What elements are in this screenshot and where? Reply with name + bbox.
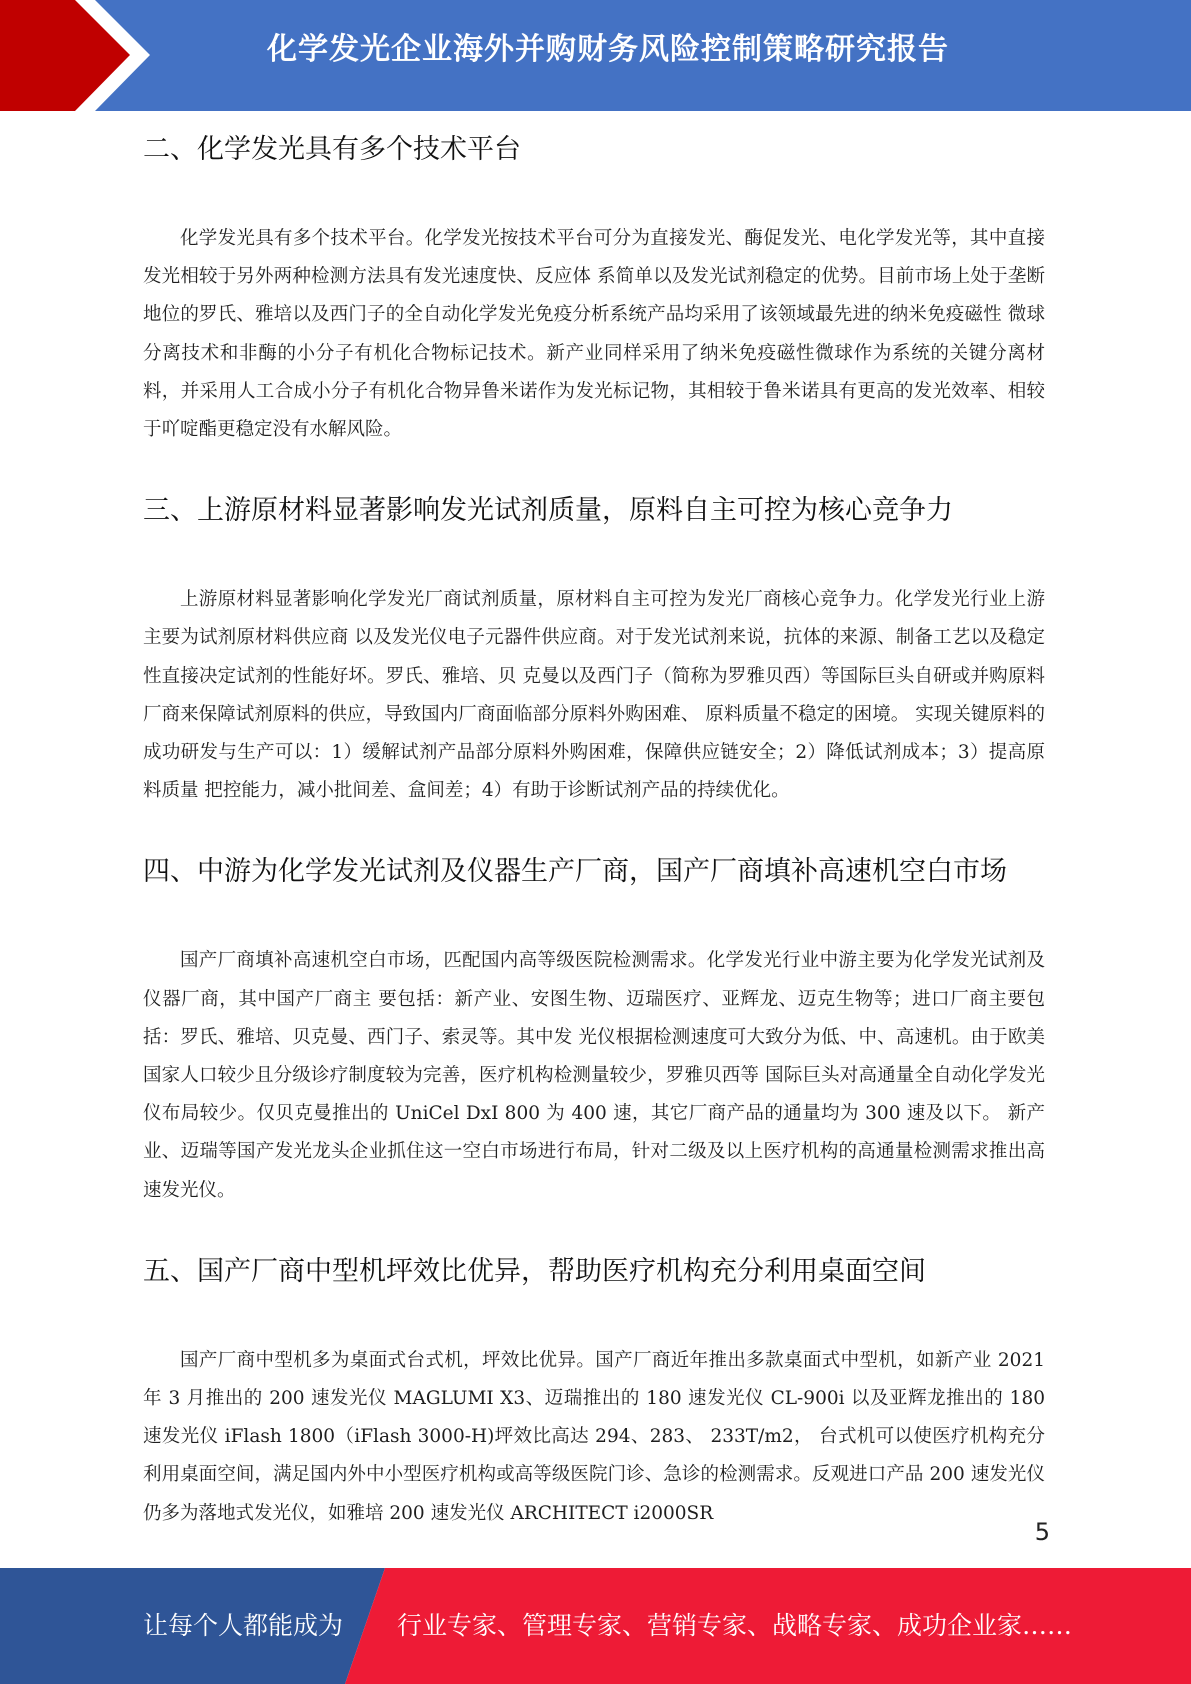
footer-slogan-left: 让每个人都能成为 — [143, 1611, 344, 1640]
section-paragraph: 化学发光具有多个技术平台。化学发光按技术平台可分为直接发光、酶促发光、电化学发光等，其中直接发光相较于另外两种检测方法具有发光速度快、反应体 系简单以及发光试剂稳定的优势。目前市场上处于垄断地位的罗氏、雅培以及西门子的全自动化学发光免疫分析系统产品均采用了该领域最先进的纳米免疫磁性 微球分离技术和非酶的小分子有机化合物标记技术。新产业同样采用了纳米免疫磁性微球作为系统的关键分离材料，并采用人工合成小分子有机化合物异鲁米诺作为发光标记物，其相较于鲁米诺具有更高的发光效率、相较于吖啶酯更稳定没有水解风险。 — [143, 228, 1045, 441]
page-content — [143, 120, 1045, 1565]
section-heading: 二、化学发光具有多个技术平台 — [143, 134, 521, 165]
footer-slogan-right: 行业专家、管理专家、营销专家、战略专家、成功企业家…… — [397, 1611, 1073, 1640]
page-number: 5 — [1034, 1518, 1050, 1546]
footer-banner — [0, 1568, 1191, 1684]
header-banner — [0, 0, 1191, 111]
section-5 — [143, 1242, 1045, 1533]
section-2 — [143, 120, 1045, 449]
section-4 — [143, 842, 1045, 1209]
document-title: 化学发光企业海外并购财务风险控制策略研究报告 — [267, 32, 949, 67]
section-heading: 三、上游原材料显著影响发光试剂质量，原料自主可控为核心竞争力 — [143, 495, 953, 527]
section-paragraph: 国产厂商填补高速机空白市场，匹配国内高等级医院检测需求。化学发光行业中游主要为化学发光试剂及仪器厂商，其中国产厂商主 要包括：新产业、安图生物、迈瑞医疗、亚辉龙、迈克生物等；进口厂商主要包括：罗氏、雅培、贝克曼、西门子、索灵等。其中发 光仪根据检测速度可大致分为低、中、高速机。由于欧美国家人口较少且分级诊疗制度较为完善，医疗机构检测量较少，罗雅贝西等 国际巨头对高通量全自动化学发光仪布局较少。仅贝克曼推出的 UniCel DxI 800 为 400 速，其它厂商产品的通量均为 300 速及以下。 新产业、迈瑞等国产发光龙头企业抓住这一空白市场进行布局，针对二级及以上医疗机构的高通量检测需求推出高速发光仪。 — [143, 950, 1045, 1201]
section-3 — [143, 481, 1045, 810]
section-paragraph: 上游原材料显著影响化学发光厂商试剂质量，原材料自主可控为发光厂商核心竞争力。化学发光行业上游主要为试剂原材料供应商 以及发光仪电子元器件供应商。对于发光试剂来说，抗体的来源、制备工艺以及稳定性直接决定试剂的性能好坏。罗氏、雅培、贝 克曼以及西门子（简称为罗雅贝西）等国际巨头自研或并购原料厂商来保障试剂原料的供应，导致国内厂商面临部分原料外购困难、 原料质量不稳定的困境。 实现关键原料的成功研发与生产可以：1）缓解试剂产品部分原料外购困难，保障供应链安全；2）降低试剂成本；3）提高原料质量 把控能力，减小批间差、盒间差；4）有助于诊断试剂产品的持续优化。 — [143, 589, 1045, 802]
section-heading: 五、国产厂商中型机坪效比优异，帮助医疗机构充分利用桌面空间 — [143, 1255, 926, 1287]
section-paragraph: 国产厂商中型机多为桌面式台式机，坪效比优异。国产厂商近年推出多款桌面式中型机，如新产业 2021 年 3 月推出的 200 速发光仪 MAGLUMI X3、迈瑞推出的 180 速发光仪 CL-900i 以及亚辉龙推出的 180 速发光仪 iFlash 1800（iFlash 3000-H)坪效比高达 294、283、 233T/m2， 台式机可以使医疗机构充分利用桌面空间，满足国内外中小型医疗机构或高等级医院门诊、急诊的检测需求。反观进口产品 200 速发光仪仍多为落地式发光仪，如雅培 200 速发光仪 ARCHITECT i2000SR — [143, 1349, 1045, 1524]
section-heading: 四、中游为化学发光试剂及仪器生产厂商，国产厂商填补高速机空白市场 — [143, 856, 1007, 888]
